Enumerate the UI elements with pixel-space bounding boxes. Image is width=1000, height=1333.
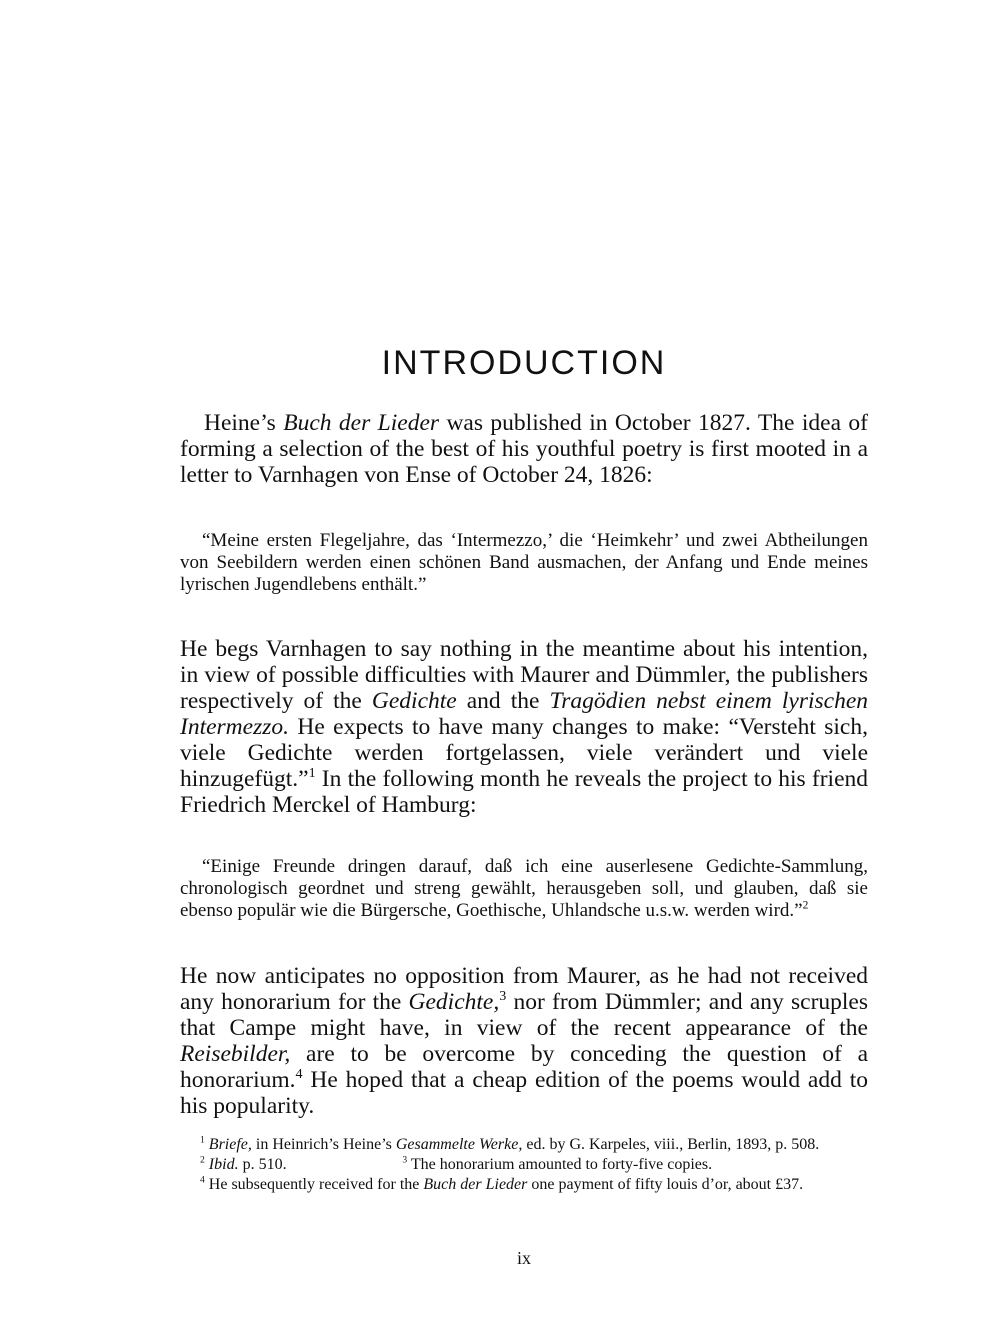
quote-2: “Einige Freunde dringen darauf, daß ich eine auserlesene Gedichte-Sammlung, chronologisch geordnet und streng gewählt, herausgeben soll, und glauben, daß sie ebenso populär wie die Bürgersche, Goethische, Uhlandsche u.s.w. werden wird.”$^2$ bbox=[180, 856, 868, 921]
footnote-3: $^3$ The honorarium amounted to forty-five copies. bbox=[402, 1154, 713, 1173]
paragraph-2: He begs Varnhagen to say nothing in the meantime about his intention, in view of possible difficulties with Maurer and Dümmler, the publishers respectively of the Gedichte and the Tragödien nebst einem lyrischen Intermezzo. He expects to have many changes to make: “Versteht sich, viele Gedichte werden fortgelassen, viele verändert und viele hinzugefügt.”$^1$ In the following month he reveals the project to his friend Friedrich Merckel of Hamburg: bbox=[180, 636, 868, 818]
book-title-tragodien: Tragödien nebst einem lyrischen Intermezzo. bbox=[180, 688, 868, 740]
book-title-gedichte-2: Gedichte, bbox=[408, 989, 500, 1015]
footnote-4: $^4$ He subsequently received for the Buch der Lieder one payment of fifty louis d’or, about £37. bbox=[200, 1174, 804, 1193]
book-title-gedichte: Gedichte bbox=[371, 688, 457, 714]
book-title-reisebilder: Reisebilder, bbox=[180, 1041, 291, 1067]
paragraph-1: Heine’s Buch der Lieder was published in October 1827. The idea of forming a selection of the best of his youthful poetry is first mooted in a letter to Varnhagen von Ense of October 24, 1826: bbox=[180, 410, 868, 488]
footnote-row-2-3 bbox=[180, 1155, 868, 1175]
book-title-buch-der-lieder: Buch der Lieder bbox=[283, 410, 440, 436]
footnote-ref-1[interactable]: 1 bbox=[308, 765, 316, 782]
footnote-ref-4[interactable]: 4 bbox=[295, 1066, 303, 1083]
footnote-ref-3[interactable]: 3 bbox=[499, 988, 507, 1005]
footnote-ref-2[interactable]: 2 bbox=[802, 899, 809, 912]
paragraph-3: He now anticipates no opposition from Maurer, as he had not received any honorarium for the Gedichte,$^3$ nor from Dümmler; and any scruples that Campe might have, in view of the recent appearance of the Reisebilder, are to be overcome by conceding the question of a honorarium.$^4$ He hoped that a cheap edition of the poems would add to his popularity. bbox=[180, 963, 869, 1119]
book-page bbox=[180, 0, 868, 1333]
footnotes bbox=[180, 1135, 868, 1195]
page-number: ix bbox=[516, 1248, 531, 1268]
footnote-2: $^2$ Ibid. p. 510. bbox=[200, 1154, 287, 1173]
quote-1: “Meine ersten Flegeljahre, das ‘Intermezzo,’ die ‘Heimkehr’ und zwei Abtheilungen von Seebildern werden einen schönen Band ausmachen, der Anfang und Ende meines lyrischen Jugendlebens enthält.” bbox=[180, 530, 868, 595]
chapter-title: INTRODUCTION bbox=[381, 344, 667, 382]
footnote-1: $^1$ Briefe, in Heinrich’s Heine’s Gesammelte Werke, ed. by G. Karpeles, viii., Berlin, 1893, p. 508. bbox=[200, 1134, 820, 1153]
